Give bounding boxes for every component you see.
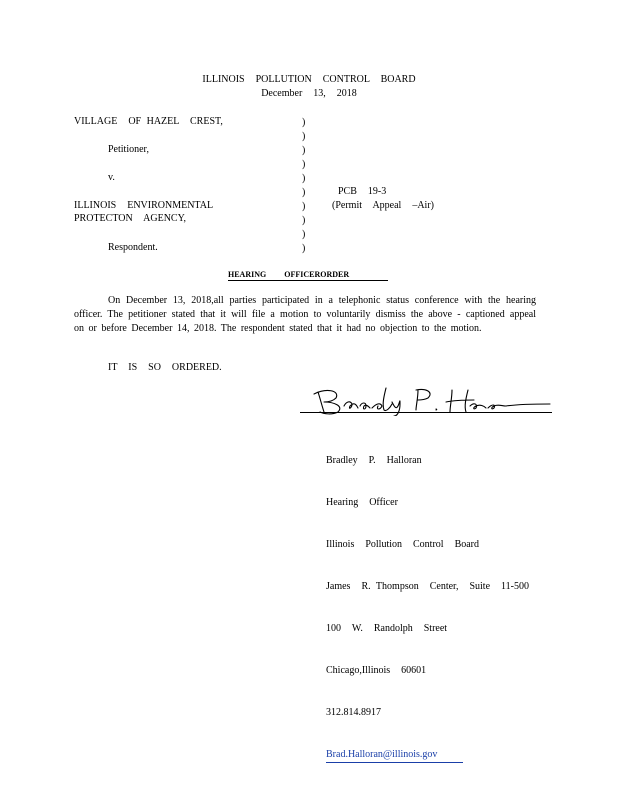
petitioner-role: Petitioner,: [108, 144, 149, 155]
caption-parentheses: ) ) ) ) ) ) ) ) ) ): [302, 117, 306, 254]
signer-address2: 100 W. Randolph Street: [326, 623, 448, 634]
signature-image: [300, 382, 552, 416]
signature-block: [326, 426, 529, 777]
signer-city: Chicago,Illinois 60601: [326, 665, 427, 676]
signer-org: Illinois Pollution Control Board: [326, 539, 480, 550]
order-date: December 13, 2018: [261, 88, 357, 99]
case-number: PCB 19-3: [338, 186, 387, 197]
order-closing: IT IS SO ORDERED.: [108, 362, 222, 373]
case-type: (Permit Appeal –Air): [332, 200, 434, 211]
versus: v.: [108, 172, 115, 183]
signer-email-link[interactable]: Brad.Halloran@illinois.gov: [326, 748, 463, 763]
order-heading: HEARING OFFICERORDER: [228, 270, 388, 281]
signer-address1: James R. Thompson Center, Suite 11-500: [326, 581, 529, 592]
petitioner-name: VILLAGE OF HAZEL CREST,: [74, 116, 223, 127]
order-body: On December 13, 2018,all parties participated in a telephonic status conference with the hearing officer. The petitioner stated that it will file a motion to voluntarily dismiss the above - captioned appeal on or before December 14, 2018. The respondent stated that it had no objection to the motion.: [74, 295, 536, 334]
respondent-role: Respondent.: [108, 242, 158, 253]
respondent-name-line1: ILLINOIS ENVIRONMENTAL: [74, 200, 214, 211]
respondent-name-line2: PROTECTON AGENCY,: [74, 213, 187, 224]
signature-line: [300, 412, 552, 413]
board-title: ILLINOIS POLLUTION CONTROL BOARD: [202, 74, 416, 85]
signer-phone: 312.814.8917: [326, 707, 381, 718]
signer-name: Bradley P. Halloran: [326, 455, 422, 466]
signer-title: Hearing Officer: [326, 497, 398, 508]
